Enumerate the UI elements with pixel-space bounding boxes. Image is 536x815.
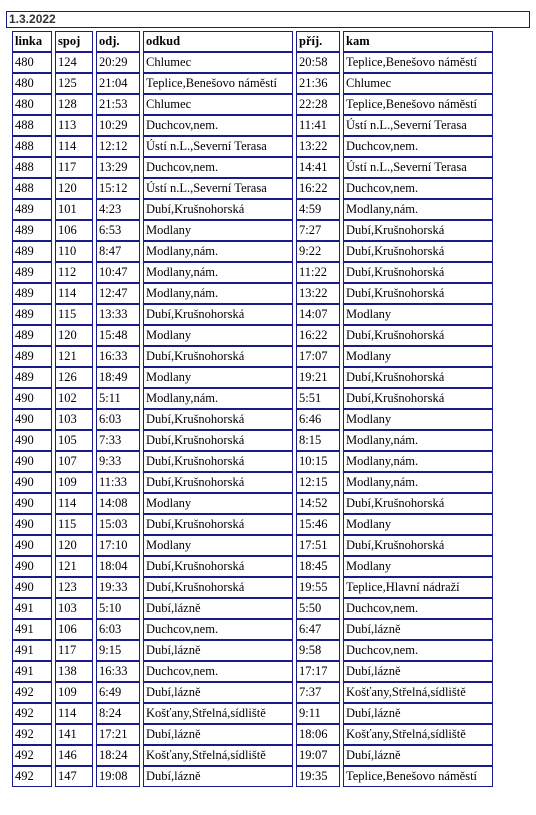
table-row <box>12 598 493 619</box>
cell-linka: 492 <box>12 703 52 724</box>
cell-kam: Duchcov,nem. <box>343 178 493 199</box>
table-row <box>12 577 493 598</box>
cell-odkud: Modlany,nám. <box>143 262 293 283</box>
table-row <box>12 451 493 472</box>
cell-linka: 488 <box>12 157 52 178</box>
cell-kam: Teplice,Benešovo náměstí <box>343 52 493 73</box>
cell-linka: 489 <box>12 283 52 304</box>
table-row <box>12 325 493 346</box>
cell-spoj: 117 <box>55 157 93 178</box>
cell-spoj: 112 <box>55 262 93 283</box>
cell-kam: Modlany,nám. <box>343 451 493 472</box>
table-row <box>12 724 493 745</box>
table-row <box>12 535 493 556</box>
cell-spoj: 128 <box>55 94 93 115</box>
cell-spoj: 106 <box>55 619 93 640</box>
cell-odkud: Ústí n.L.,Severní Terasa <box>143 136 293 157</box>
cell-spoj: 114 <box>55 493 93 514</box>
cell-odj: 13:33 <box>96 304 140 325</box>
cell-odkud: Dubí,Krušnohorská <box>143 577 293 598</box>
table-row <box>12 241 493 262</box>
cell-spoj: 147 <box>55 766 93 787</box>
cell-linka: 492 <box>12 682 52 703</box>
cell-odkud: Modlany <box>143 220 293 241</box>
cell-prij: 9:11 <box>296 703 340 724</box>
cell-linka: 480 <box>12 94 52 115</box>
table-row <box>12 304 493 325</box>
cell-odkud: Modlany,nám. <box>143 283 293 304</box>
cell-odj: 13:29 <box>96 157 140 178</box>
cell-kam: Modlany <box>343 409 493 430</box>
cell-spoj: 138 <box>55 661 93 682</box>
cell-spoj: 101 <box>55 199 93 220</box>
cell-odj: 21:04 <box>96 73 140 94</box>
cell-prij: 18:45 <box>296 556 340 577</box>
cell-spoj: 115 <box>55 514 93 535</box>
cell-odkud: Dubí,Krušnohorská <box>143 430 293 451</box>
table-row <box>12 472 493 493</box>
cell-linka: 490 <box>12 472 52 493</box>
cell-prij: 17:07 <box>296 346 340 367</box>
cell-prij: 7:37 <box>296 682 340 703</box>
cell-spoj: 114 <box>55 703 93 724</box>
table-row <box>12 556 493 577</box>
cell-odj: 16:33 <box>96 346 140 367</box>
cell-linka: 490 <box>12 535 52 556</box>
cell-kam: Duchcov,nem. <box>343 640 493 661</box>
cell-prij: 16:22 <box>296 325 340 346</box>
cell-kam: Modlany <box>343 346 493 367</box>
table-row <box>12 409 493 430</box>
cell-spoj: 121 <box>55 346 93 367</box>
cell-spoj: 113 <box>55 115 93 136</box>
cell-prij: 14:52 <box>296 493 340 514</box>
column-header-linka: linka <box>12 31 52 52</box>
cell-spoj: 123 <box>55 577 93 598</box>
cell-prij: 14:07 <box>296 304 340 325</box>
cell-spoj: 126 <box>55 367 93 388</box>
cell-odkud: Dubí,lázně <box>143 682 293 703</box>
cell-spoj: 114 <box>55 283 93 304</box>
table-row <box>12 640 493 661</box>
cell-odkud: Dubí,Krušnohorská <box>143 199 293 220</box>
cell-odkud: Dubí,lázně <box>143 724 293 745</box>
cell-linka: 492 <box>12 724 52 745</box>
cell-odkud: Dubí,Krušnohorská <box>143 514 293 535</box>
cell-odj: 9:33 <box>96 451 140 472</box>
cell-odj: 5:11 <box>96 388 140 409</box>
cell-spoj: 125 <box>55 73 93 94</box>
cell-odkud: Duchcov,nem. <box>143 157 293 178</box>
cell-spoj: 146 <box>55 745 93 766</box>
cell-odkud: Modlany,nám. <box>143 241 293 262</box>
cell-linka: 489 <box>12 241 52 262</box>
cell-linka: 489 <box>12 262 52 283</box>
cell-linka: 489 <box>12 325 52 346</box>
cell-prij: 15:46 <box>296 514 340 535</box>
cell-odj: 17:10 <box>96 535 140 556</box>
cell-kam: Modlany,nám. <box>343 199 493 220</box>
cell-kam: Dubí,Krušnohorská <box>343 493 493 514</box>
cell-odkud: Ústí n.L.,Severní Terasa <box>143 178 293 199</box>
cell-spoj: 110 <box>55 241 93 262</box>
cell-odkud: Košťany,Střelná,sídliště <box>143 703 293 724</box>
cell-prij: 13:22 <box>296 136 340 157</box>
cell-linka: 489 <box>12 346 52 367</box>
cell-odj: 19:33 <box>96 577 140 598</box>
cell-prij: 12:15 <box>296 472 340 493</box>
cell-kam: Teplice,Benešovo náměstí <box>343 94 493 115</box>
cell-prij: 14:41 <box>296 157 340 178</box>
cell-odj: 16:33 <box>96 661 140 682</box>
cell-prij: 16:22 <box>296 178 340 199</box>
cell-odj: 6:49 <box>96 682 140 703</box>
table-row <box>12 745 493 766</box>
cell-odj: 11:33 <box>96 472 140 493</box>
cell-kam: Dubí,lázně <box>343 661 493 682</box>
cell-spoj: 120 <box>55 178 93 199</box>
table-row <box>12 136 493 157</box>
cell-spoj: 120 <box>55 535 93 556</box>
cell-spoj: 117 <box>55 640 93 661</box>
cell-spoj: 102 <box>55 388 93 409</box>
cell-odj: 6:03 <box>96 619 140 640</box>
column-header-odkud: odkud <box>143 31 293 52</box>
cell-spoj: 124 <box>55 52 93 73</box>
cell-spoj: 103 <box>55 409 93 430</box>
cell-odj: 18:04 <box>96 556 140 577</box>
cell-odkud: Dubí,Krušnohorská <box>143 472 293 493</box>
cell-linka: 480 <box>12 52 52 73</box>
cell-linka: 489 <box>12 199 52 220</box>
cell-kam: Teplice,Benešovo náměstí <box>343 766 493 787</box>
cell-odj: 6:03 <box>96 409 140 430</box>
cell-linka: 490 <box>12 514 52 535</box>
cell-odj: 4:23 <box>96 199 140 220</box>
cell-linka: 491 <box>12 598 52 619</box>
cell-linka: 490 <box>12 577 52 598</box>
cell-linka: 490 <box>12 430 52 451</box>
cell-odj: 15:48 <box>96 325 140 346</box>
cell-odkud: Modlany <box>143 325 293 346</box>
cell-kam: Ústí n.L.,Severní Terasa <box>343 157 493 178</box>
cell-odj: 6:53 <box>96 220 140 241</box>
cell-linka: 492 <box>12 745 52 766</box>
cell-prij: 19:07 <box>296 745 340 766</box>
cell-odj: 12:47 <box>96 283 140 304</box>
table-row <box>12 682 493 703</box>
cell-odkud: Duchcov,nem. <box>143 619 293 640</box>
cell-kam: Modlany <box>343 514 493 535</box>
cell-prij: 19:35 <box>296 766 340 787</box>
cell-odj: 18:49 <box>96 367 140 388</box>
cell-spoj: 114 <box>55 136 93 157</box>
cell-odkud: Chlumec <box>143 94 293 115</box>
cell-linka: 480 <box>12 73 52 94</box>
table-row <box>12 430 493 451</box>
cell-prij: 21:36 <box>296 73 340 94</box>
cell-odkud: Modlany <box>143 367 293 388</box>
cell-spoj: 120 <box>55 325 93 346</box>
cell-odj: 5:10 <box>96 598 140 619</box>
cell-kam: Modlany,nám. <box>343 472 493 493</box>
cell-odj: 7:33 <box>96 430 140 451</box>
table-row <box>12 514 493 535</box>
cell-linka: 489 <box>12 304 52 325</box>
cell-odj: 8:24 <box>96 703 140 724</box>
table-row <box>12 199 493 220</box>
cell-odkud: Modlany <box>143 535 293 556</box>
cell-kam: Dubí,Krušnohorská <box>343 220 493 241</box>
cell-odkud: Dubí,Krušnohorská <box>143 346 293 367</box>
cell-kam: Dubí,Krušnohorská <box>343 388 493 409</box>
cell-prij: 17:17 <box>296 661 340 682</box>
cell-kam: Duchcov,nem. <box>343 136 493 157</box>
table-row <box>12 157 493 178</box>
cell-linka: 488 <box>12 136 52 157</box>
cell-kam: Dubí,Krušnohorská <box>343 241 493 262</box>
cell-odj: 8:47 <box>96 241 140 262</box>
cell-linka: 490 <box>12 556 52 577</box>
cell-odj: 15:03 <box>96 514 140 535</box>
cell-prij: 19:55 <box>296 577 340 598</box>
cell-kam: Dubí,Krušnohorská <box>343 367 493 388</box>
table-row <box>12 388 493 409</box>
cell-kam: Dubí,lázně <box>343 619 493 640</box>
cell-spoj: 103 <box>55 598 93 619</box>
cell-linka: 490 <box>12 493 52 514</box>
table-row <box>12 73 493 94</box>
table-row <box>12 367 493 388</box>
cell-prij: 8:15 <box>296 430 340 451</box>
table-row <box>12 766 493 787</box>
cell-linka: 492 <box>12 766 52 787</box>
cell-linka: 488 <box>12 115 52 136</box>
cell-linka: 491 <box>12 640 52 661</box>
cell-odkud: Dubí,Krušnohorská <box>143 304 293 325</box>
cell-kam: Dubí,Krušnohorská <box>343 535 493 556</box>
cell-prij: 9:22 <box>296 241 340 262</box>
cell-prij: 19:21 <box>296 367 340 388</box>
cell-prij: 5:51 <box>296 388 340 409</box>
cell-kam: Dubí,lázně <box>343 745 493 766</box>
cell-odj: 12:12 <box>96 136 140 157</box>
cell-kam: Modlany <box>343 556 493 577</box>
cell-odkud: Dubí,Krušnohorská <box>143 409 293 430</box>
cell-prij: 11:41 <box>296 115 340 136</box>
cell-prij: 22:28 <box>296 94 340 115</box>
cell-odj: 10:29 <box>96 115 140 136</box>
cell-spoj: 109 <box>55 472 93 493</box>
cell-kam: Dubí,Krušnohorská <box>343 283 493 304</box>
cell-kam: Dubí,Krušnohorská <box>343 262 493 283</box>
cell-odkud: Dubí,Krušnohorská <box>143 556 293 577</box>
cell-kam: Teplice,Hlavní nádraží <box>343 577 493 598</box>
cell-prij: 18:06 <box>296 724 340 745</box>
date-header: 1.3.2022 <box>6 11 530 28</box>
cell-prij: 6:47 <box>296 619 340 640</box>
cell-odkud: Modlany,nám. <box>143 388 293 409</box>
cell-kam: Ústí n.L.,Severní Terasa <box>343 115 493 136</box>
table-row <box>12 115 493 136</box>
cell-odkud: Dubí,lázně <box>143 640 293 661</box>
cell-prij: 7:27 <box>296 220 340 241</box>
cell-spoj: 141 <box>55 724 93 745</box>
cell-prij: 9:58 <box>296 640 340 661</box>
cell-spoj: 109 <box>55 682 93 703</box>
table-row <box>12 52 493 73</box>
cell-odj: 15:12 <box>96 178 140 199</box>
cell-prij: 5:50 <box>296 598 340 619</box>
cell-prij: 20:58 <box>296 52 340 73</box>
table-row <box>12 262 493 283</box>
cell-odkud: Duchcov,nem. <box>143 661 293 682</box>
cell-odj: 19:08 <box>96 766 140 787</box>
table-row <box>12 220 493 241</box>
cell-kam: Chlumec <box>343 73 493 94</box>
cell-odkud: Chlumec <box>143 52 293 73</box>
cell-kam: Modlany <box>343 304 493 325</box>
cell-prij: 4:59 <box>296 199 340 220</box>
cell-prij: 6:46 <box>296 409 340 430</box>
cell-linka: 491 <box>12 661 52 682</box>
cell-kam: Košťany,Střelná,sídliště <box>343 724 493 745</box>
cell-odj: 17:21 <box>96 724 140 745</box>
cell-odkud: Košťany,Střelná,sídliště <box>143 745 293 766</box>
cell-odkud: Dubí,lázně <box>143 766 293 787</box>
cell-prij: 11:22 <box>296 262 340 283</box>
cell-odj: 9:15 <box>96 640 140 661</box>
cell-odkud: Dubí,Krušnohorská <box>143 451 293 472</box>
table-row <box>12 94 493 115</box>
cell-spoj: 121 <box>55 556 93 577</box>
column-header-odj: odj. <box>96 31 140 52</box>
cell-odkud: Modlany <box>143 493 293 514</box>
table-row <box>12 493 493 514</box>
cell-odj: 20:29 <box>96 52 140 73</box>
column-header-spoj: spoj <box>55 31 93 52</box>
cell-spoj: 115 <box>55 304 93 325</box>
cell-linka: 489 <box>12 220 52 241</box>
table-row <box>12 661 493 682</box>
cell-odj: 10:47 <box>96 262 140 283</box>
cell-odj: 18:24 <box>96 745 140 766</box>
cell-kam: Košťany,Střelná,sídliště <box>343 682 493 703</box>
table-row <box>12 703 493 724</box>
cell-linka: 490 <box>12 409 52 430</box>
cell-kam: Modlany,nám. <box>343 430 493 451</box>
cell-linka: 488 <box>12 178 52 199</box>
cell-odkud: Teplice,Benešovo náměstí <box>143 73 293 94</box>
cell-spoj: 105 <box>55 430 93 451</box>
table-row <box>12 619 493 640</box>
cell-linka: 490 <box>12 388 52 409</box>
cell-linka: 489 <box>12 367 52 388</box>
cell-linka: 490 <box>12 451 52 472</box>
timetable-body <box>12 52 493 787</box>
column-header-kam: kam <box>343 31 493 52</box>
cell-odkud: Dubí,lázně <box>143 598 293 619</box>
table-row <box>12 178 493 199</box>
cell-odj: 21:53 <box>96 94 140 115</box>
cell-linka: 491 <box>12 619 52 640</box>
cell-prij: 10:15 <box>296 451 340 472</box>
timetable <box>9 31 496 787</box>
column-header-prij: příj. <box>296 31 340 52</box>
cell-odj: 14:08 <box>96 493 140 514</box>
cell-kam: Dubí,Krušnohorská <box>343 325 493 346</box>
cell-odkud: Duchcov,nem. <box>143 115 293 136</box>
header-row <box>12 31 493 52</box>
cell-spoj: 106 <box>55 220 93 241</box>
table-row <box>12 346 493 367</box>
table-row <box>12 283 493 304</box>
cell-kam: Duchcov,nem. <box>343 598 493 619</box>
cell-kam: Dubí,lázně <box>343 703 493 724</box>
cell-spoj: 107 <box>55 451 93 472</box>
cell-prij: 13:22 <box>296 283 340 304</box>
cell-prij: 17:51 <box>296 535 340 556</box>
